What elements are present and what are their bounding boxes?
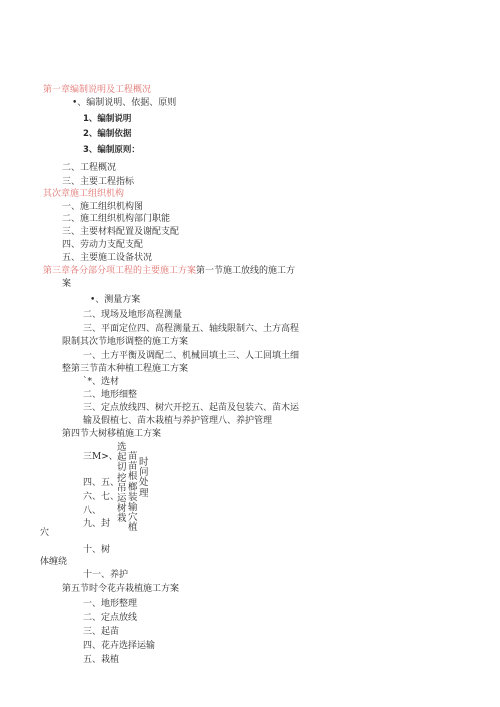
toc-entry: •、编制说明、依据、原则 — [72, 98, 177, 108]
toc-entry: 限制其次节地形调整的施工方案 — [62, 337, 189, 347]
toc-entry: 二、施工组织机构部门职能 — [62, 214, 171, 224]
toc-entry: 十、树 — [83, 545, 111, 555]
toc-entry: 二、地形细整 — [83, 390, 138, 400]
toc-entry: 三、起苗 — [83, 627, 120, 637]
toc-entry: 案 — [62, 279, 72, 289]
toc-entry: 五、主要施工设备状况 — [62, 253, 153, 263]
chapter-1-title: 第一章编制说明及工程概况 — [43, 85, 152, 95]
toc-entry: 四、花卉选择运输 — [83, 641, 156, 651]
toc-entry: 九、封 — [83, 519, 111, 529]
toc-entry: 二、工程概况 — [62, 163, 117, 173]
toc-entry: •、测量方案 — [90, 295, 141, 305]
toc-entry: 三、定点放线四、树穴开挖五、起苗及包装六、苗木运 — [83, 403, 300, 413]
toc-entry: 五、栽植 — [83, 655, 120, 665]
chapter-3-heading — [43, 267, 295, 276]
toc-entry: 十一、养护 — [83, 570, 129, 580]
toc-entry: 一、地形整理 — [83, 599, 138, 609]
toc-entry: `*、选材 — [83, 377, 120, 387]
toc-entry: 四、五、 — [83, 478, 120, 488]
chapter-2-title: 其次章施工组织机构 — [43, 189, 125, 199]
toc-entry: 第四节大树移植施工方案 — [62, 429, 162, 439]
toc-entry: 一、土方平衡及调配二、机械回填土三、人工回填土细 — [83, 351, 300, 361]
vertical-text-column: 苗苗根榔装输穴植 — [128, 451, 138, 534]
toc-entry: 2、编制依据 — [83, 129, 132, 139]
toc-entry: 三、主要工程指标 — [62, 177, 135, 187]
toc-entry: 二、定点放线 — [83, 613, 138, 623]
toc-entry: 六、七、 — [83, 492, 120, 502]
toc-entry: 3、编制原则： — [83, 145, 140, 155]
toc-entry: 1、编制说明 — [83, 114, 132, 124]
toc-entry: 三M>、 — [83, 452, 118, 462]
toc-entry: 输及假植七、苗木栽植与养护管理八、养护管理 — [83, 416, 273, 426]
vertical-text-column: 时问处理 — [139, 457, 149, 499]
toc-entry: 一、施工组织机构图 — [62, 202, 144, 212]
chapter-3-title: 第三章各分部分项工程的主要施工方案 — [43, 266, 197, 276]
toc-entry: 穴 — [40, 528, 50, 538]
toc-entry: 二、现场及地形高程测量 — [83, 310, 183, 320]
toc-entry: 第五节时令花卉栽植施工方案 — [62, 584, 180, 594]
toc-entry: 三、主要材料配置及谢配支配 — [62, 227, 180, 237]
toc-entry: 整第三节苗木种植工程施工方案 — [62, 364, 189, 374]
toc-entry: 四、劳动力支配支配 — [62, 240, 144, 250]
toc-entry: 八、 — [83, 506, 102, 516]
toc-entry: 三、平面定位四、高程测量五、轴线限制六、土方高程 — [83, 324, 300, 334]
toc-entry: 体缠绕 — [40, 557, 68, 567]
toc-entry: 第一节施工放线的施工方 — [196, 266, 296, 276]
vertical-text-column: 选起切挖吊运树栽 — [117, 442, 127, 525]
